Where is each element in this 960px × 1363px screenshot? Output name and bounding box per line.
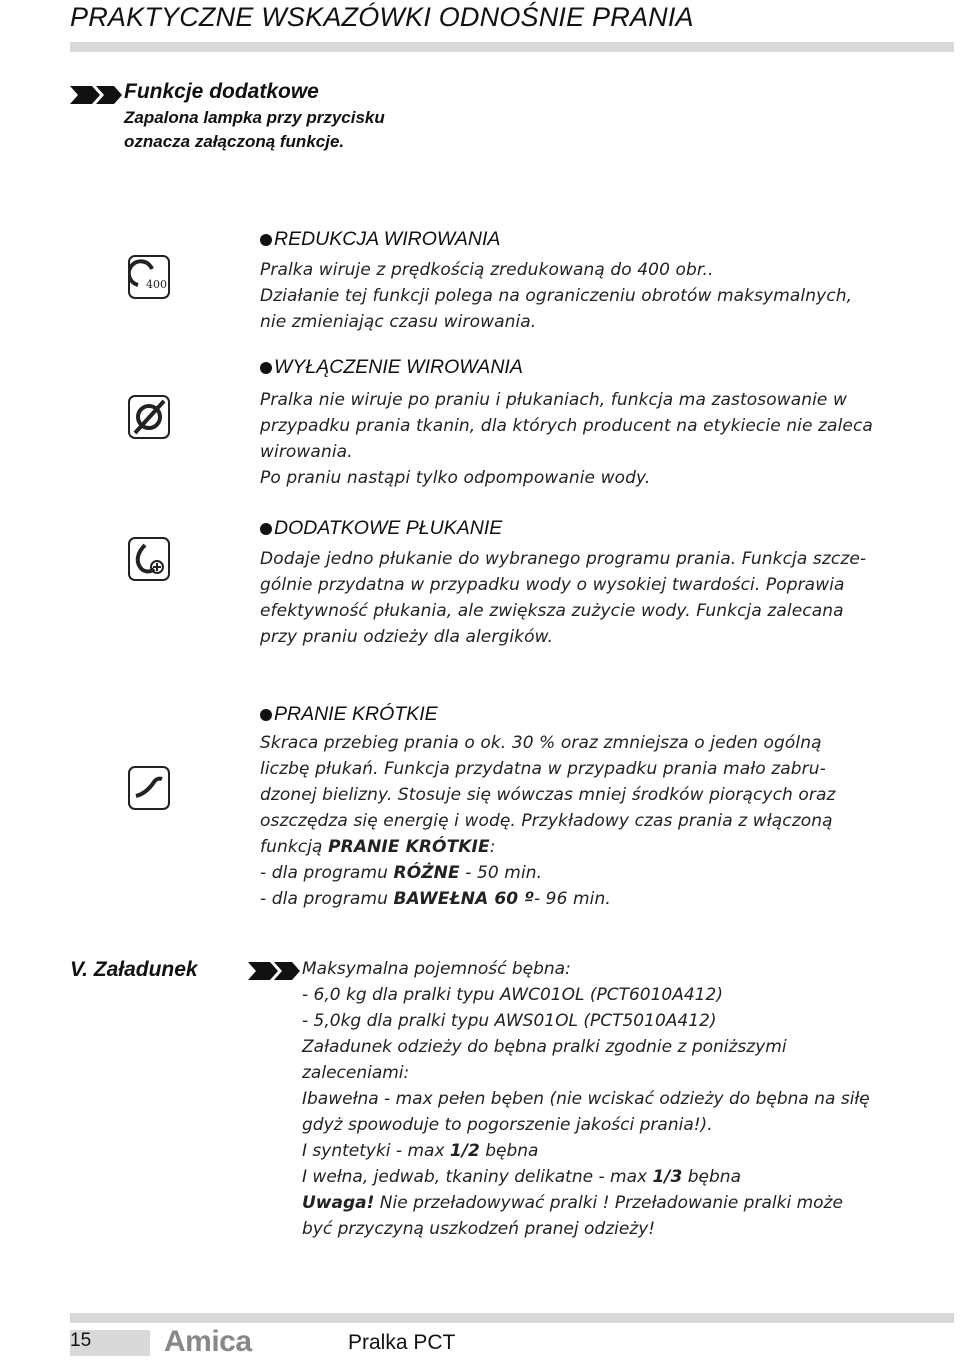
body-text: bębna (682, 1167, 741, 1187)
bold-text: BAWEŁNA 60 º (393, 889, 534, 909)
intro-line: Zapalona lampka przy przycisku (124, 108, 385, 127)
footer-label: Pralka PCT (348, 1331, 456, 1354)
bold-text: RÓŻNE (393, 863, 460, 883)
section-body (260, 546, 956, 650)
body-line: Pralka nie wiruje po praniu i płukaniach, funkcja ma zastosowanie w (260, 390, 847, 410)
section-heading-text: DODATKOWE PŁUKANIE (274, 517, 503, 539)
body-line: być przyczyną uszkodzeń pranej odzieży! (302, 1219, 656, 1239)
body-text: - dla programu (260, 863, 394, 883)
body-line: oszczędza się energię i wodę. Przykładowy czas prania z włączoną (260, 811, 833, 831)
double-arrow-icon (70, 86, 122, 108)
extra-rinse-icon (128, 537, 170, 581)
loading-body (302, 956, 956, 1242)
page-title: PRAKTYCZNE WSKAZÓWKI ODNOŚNIE PRANIA (70, 2, 694, 32)
page-number: 15 (70, 1330, 92, 1351)
body-text: - dla programu (260, 889, 394, 909)
body-line: Załadunek odzieży do bębna pralki zgodnie z poniższymi (302, 1037, 787, 1057)
body-line: dzonej bielizny. Stosuje się wówczas mniej środków piorących oraz (260, 785, 836, 805)
body-line: Działanie tej funkcji polega na ograniczeniu obrotów maksymalnych, (260, 286, 853, 306)
loading-heading: V. Załadunek (70, 958, 198, 981)
bullet-dot (260, 523, 272, 535)
body-line: liczbę płukań. Funkcja przydatna w przypadku prania mało zabru- (260, 759, 826, 779)
body-line (302, 1164, 956, 1190)
body-line: efektywność płukania, ale zwiększa zużycie wody. Funkcja zalecana (260, 601, 844, 621)
body-line: zaleceniami: (302, 1063, 410, 1083)
body-text: - 50 min. (459, 863, 543, 883)
body-text: bębna (479, 1141, 539, 1161)
body-line: gólnie przydatna w przypadku wody o wysokiej twardości. Poprawia (260, 575, 845, 595)
spin-reduction-icon (128, 255, 170, 299)
body-line: Po praniu nastąpi tylko odpompowanie wody. (260, 468, 651, 488)
bold-text: PRANIE KRÓTKIE (328, 837, 490, 857)
body-line: przy praniu odzieży dla alergików. (260, 627, 554, 647)
body-line: wirowania. (260, 442, 353, 462)
body-text: Nie przeładowywać pralki ! Przeładowanie pralki może (374, 1193, 843, 1213)
body-text: I wełna, jedwab, tkaniny delikatne - max (302, 1167, 653, 1187)
body-line (260, 860, 956, 886)
bullet-dot (260, 362, 272, 374)
body-line: Skraca przebieg prania o ok. 30 % oraz zmniejsza o jeden ogólną (260, 733, 822, 753)
section-heading-text: WYŁĄCZENIE WIROWANIA (274, 356, 523, 378)
section-body (260, 257, 956, 335)
warning-label: Uwaga! (302, 1193, 375, 1213)
section-heading-text: REDUKCJA WIROWANIA (274, 228, 501, 250)
intro-line: oznacza załączoną funkcje. (124, 132, 345, 151)
body-line: nie zmieniając czasu wirowania. (260, 312, 537, 332)
body-line: - 6,0 kg dla pralki typu AWC01OL (PCT6010A412) (302, 985, 723, 1005)
bullet-dot (260, 234, 272, 246)
intro-heading: Funkcje dodatkowe (124, 80, 319, 103)
section-heading-text: PRANIE KRÓTKIE (274, 703, 438, 725)
body-line (302, 1190, 956, 1216)
body-line: Pralka wiruje z prędkością zredukowaną do 400 obr.. (260, 260, 714, 280)
section-heading (260, 228, 500, 251)
bold-text: 1/2 (449, 1141, 480, 1161)
short-wash-icon (128, 766, 170, 810)
body-line: Ibawełna - max pełen bęben (nie wciskać odzieży do bębna na siłę (302, 1089, 870, 1109)
footer-rule (70, 1313, 954, 1323)
double-arrow-icon (248, 962, 300, 984)
body-text: - 96 min. (533, 889, 611, 909)
body-line (260, 834, 956, 860)
section-heading (260, 356, 523, 379)
bullet-dot (260, 709, 272, 721)
spin-off-icon (128, 395, 170, 439)
section-heading (260, 703, 438, 726)
body-line: Dodaje jedno płukanie do wybranego programu prania. Funkcja szcze- (260, 549, 867, 569)
body-line (302, 1138, 956, 1164)
body-text: funkcją (260, 837, 329, 857)
body-line: Maksymalna pojemność bębna: (302, 959, 571, 979)
spin-reduction-icon-label: 400 (146, 278, 167, 291)
body-line: przypadku prania tkanin, dla których producent na etykiecie nie zaleca (260, 416, 873, 436)
bold-text: 1/3 (652, 1167, 683, 1187)
body-text: I syntetyki - max (302, 1141, 450, 1161)
header-rule (70, 42, 954, 52)
section-body (260, 387, 956, 491)
body-line (260, 886, 956, 912)
body-line: - 5,0kg dla pralki typu AWS01OL (PCT5010A412) (302, 1011, 717, 1031)
section-heading (260, 517, 502, 540)
body-line: gdyż spowoduje to pogorszenie jakości prania!). (302, 1115, 713, 1135)
body-text: : (489, 837, 496, 857)
brand-logo: Amica (164, 1325, 252, 1358)
section-body (260, 730, 956, 912)
